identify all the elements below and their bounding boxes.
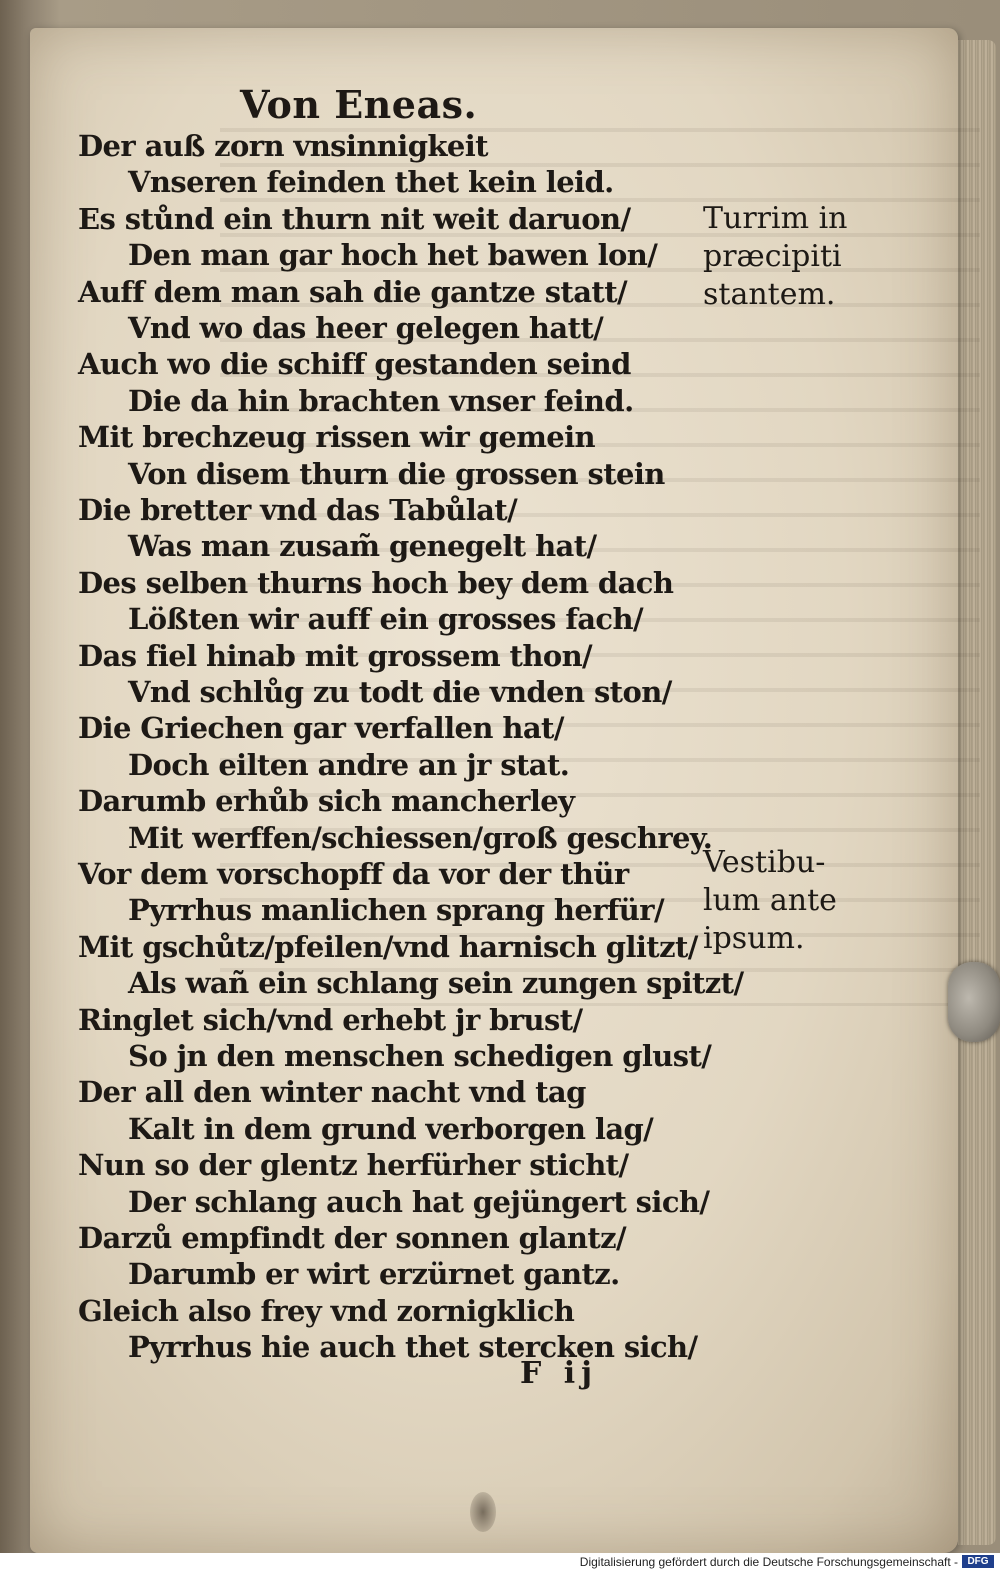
funding-credit: Digitalisierung gefördert durch die Deutsche Forschungsgemeinschaft -: [579, 1555, 958, 1569]
verse-line: Darzů empfindt der sonnen glantz/: [78, 1221, 627, 1255]
verse-line: Das fiel hinab mit grossem thon/: [78, 638, 593, 673]
running-header: Von Eneas.: [240, 82, 478, 127]
verse-line: Was man zusam̃ genegelt hat/: [128, 529, 597, 564]
verse-line: Der schlang auch hat gejüngert sich/: [128, 1184, 710, 1219]
verse-line: Auff dem man sah die gantze statt/: [78, 274, 627, 309]
verse-line: Von disem thurn die grossen stein: [128, 456, 665, 491]
verse-line: Mit werffen/schiessen/groß geschrey.: [128, 820, 713, 855]
gloss-line: præcipiti: [703, 239, 842, 274]
verse-line: Lößten wir auff ein grosses fach/: [128, 602, 643, 637]
verse-line: Die Griechen gar verfallen hat/: [78, 711, 564, 746]
signature-mark: F ij: [520, 1356, 598, 1391]
verse-line: Darumb erhůb sich mancherley: [78, 784, 575, 819]
verse-line: Vnd wo das heer gelegen hatt/: [128, 311, 604, 345]
gloss-line: Turrim in: [703, 201, 848, 236]
verse-line: So jn den menschen schedigen glust/: [128, 1039, 712, 1073]
verse-line: Den man gar hoch het bawen lon/: [128, 238, 658, 273]
verse-line: Als wañ ein schlang sein zungen spitzt/: [128, 966, 744, 1001]
verse-line: Ringlet sich/vnd erhebt jr brust/: [78, 1002, 583, 1037]
page-stain: [470, 1492, 496, 1532]
verse-line: Mit gschůtz/pfeilen/vnd harnisch glitzt/: [78, 929, 698, 964]
verse-line: Pyrrhus hie auch thet stercken sich/: [128, 1330, 698, 1365]
verse-line: Kalt in dem grund verborgen lag/: [128, 1111, 654, 1146]
verse-line: Mit brechzeug rissen wir gemein: [78, 420, 596, 455]
dfg-logo: DFG: [962, 1555, 994, 1568]
margin-gloss: [703, 844, 903, 958]
margin-gloss: [703, 200, 903, 314]
book-clasp: [948, 962, 1000, 1042]
verse-line: Vnseren feinden thet kein leid.: [128, 165, 614, 200]
verse-line: Nun so der glentz herfürher sticht/: [78, 1148, 629, 1183]
verse-line: Pyrrhus manlichen sprang herfür/: [128, 893, 664, 928]
page-edges: [958, 40, 996, 1545]
verse-line: Vor dem vorschopff da vor der thür: [78, 857, 629, 891]
verse-line: Auch wo die schiff gestanden seind: [78, 347, 631, 382]
verse-line: Darumb er wirt erzürnet gantz.: [128, 1257, 620, 1292]
verse-line: Gleich also frey vnd zornigklich: [78, 1293, 575, 1328]
gloss-line: lum ante: [703, 883, 837, 918]
verse-line: Die bretter vnd das Tabůlat/: [78, 493, 518, 527]
verse-line: Des selben thurns hoch bey dem dach: [78, 565, 674, 600]
verse-line: Der auß zorn vnsinnigkeit: [78, 129, 488, 163]
gloss-line: stantem.: [703, 277, 836, 312]
verse-line: Doch eilten andre an jr stat.: [128, 747, 570, 782]
verse-line: Die da hin brachten vnser feind.: [128, 383, 634, 418]
gloss-line: ipsum.: [703, 921, 805, 956]
verse-line: Es stůnd ein thurn nit weit daruon/: [78, 201, 631, 236]
gloss-line: Vestibu-: [703, 845, 826, 880]
verse-line: Vnd schlůg zu todt die vnden ston/: [128, 675, 672, 709]
verse-line: Der all den winter nacht vnd tag: [78, 1075, 586, 1110]
